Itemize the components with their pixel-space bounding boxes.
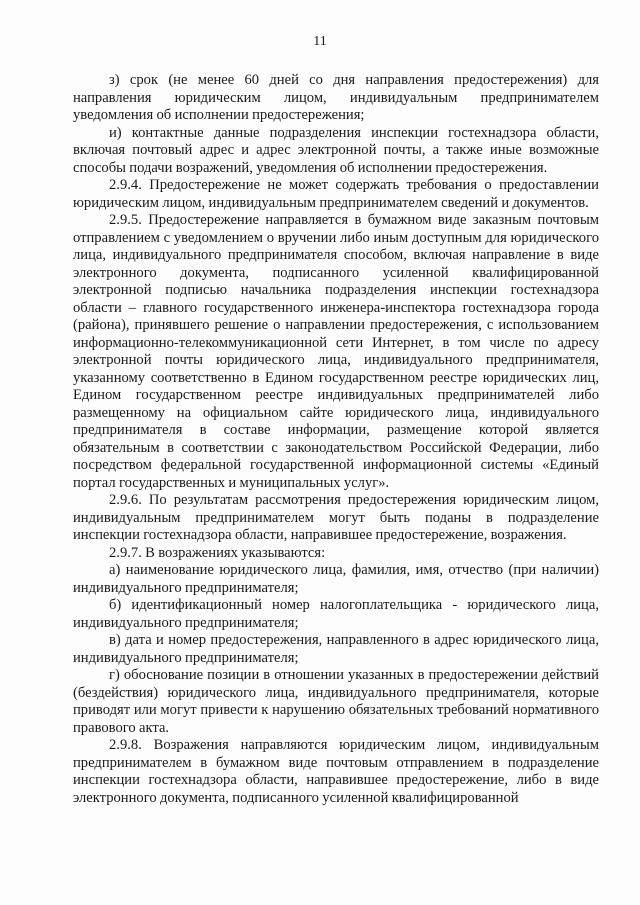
paragraph-2-9-8: 2.9.8. Возражения направляются юридическим лицом, индивидуальным предпринимателем в бумажном виде почтовым отправлением в подразделение инспекции гостехнадзора области, направившее предостережение, либо в виде электронного документа, подписанного усиленной квалифицированной xyxy=(73,737,599,806)
paragraph-g-justification: г) обоснование позиции в отношении указанных в предостережении действий (бездействия) юридического лица, индивидуального предпринимателя, которые приводят или могут привести к нарушению обязательных требований нормативного правового акта. xyxy=(73,667,599,736)
paragraph-2-9-4: 2.9.4. Предостережение не может содержать требования о предоставлении юридическим лицом, индивидуальным предпринимателем сведений и документов. xyxy=(73,177,599,211)
paragraph-i-contacts: и) контактные данные подразделения инспекции гостехнадзора области, включая почтовый адрес и адрес электронной почты, а также иные возможные способы подачи возражений, уведомления об исполнении предостережения. xyxy=(73,124,599,176)
paragraph-v-date-number: в) дата и номер предостережения, направленного в адрес юридического лица, индивидуального предпринимателя; xyxy=(73,632,599,666)
paragraph-a-name: а) наименование юридического лица, фамилия, имя, отчество (при наличии) индивидуального предпринимателя; xyxy=(73,562,599,596)
document-body xyxy=(73,72,599,807)
paragraph-b-inn: б) идентификационный номер налогоплательщика - юридического лица, индивидуального предпринимателя; xyxy=(73,597,599,631)
paragraph-2-9-6: 2.9.6. По результатам рассмотрения предостережения юридическим лицом, индивидуальным предпринимателем могут быть поданы в подразделение инспекции гостехнадзора области, направившее предостережение, возражения. xyxy=(73,492,599,543)
paragraph-2-9-7: 2.9.7. В возражениях указываются: xyxy=(109,544,326,561)
page-number: 11 xyxy=(313,34,327,49)
paragraph-z-deadline: з) срок (не менее 60 дней со дня направления предостережения) для направления юридическим лицом, индивидуальным предпринимателем уведомления об исполнении предостережения; xyxy=(73,72,599,123)
paragraph-2-9-5: 2.9.5. Предостережение направляется в бумажном виде заказным почтовым отправлением с уведомлением о вручении либо иным доступным для юридического лица, индивидуального предпринимателя способом, включая направление в виде электронного документа, подписанного усиленной квалифицированной электронной подписью начальника подразделения инспекции гостехнадзора области – главного государственного инженера-инспектора гостехнадзора города (района), принявшего решение о направлении предостережения, с использованием информационно-телекоммуникационной сети Интернет, в том числе по адресу электронной почты юридического лица, индивидуального предпринимателя, указанному соответственно в Едином государственном реестре юридических лиц, Едином государственном реестре индивидуальных предпринимателей либо размещенному на официальном сайте юридического лица, индивидуального предпринимателя в составе информации, размещение которой является обязательным в соответствии с законодательством Российской Федерации, либо посредством федеральной государственной информационной системы «Единый портал государственных и муниципальных услуг». xyxy=(73,212,599,491)
